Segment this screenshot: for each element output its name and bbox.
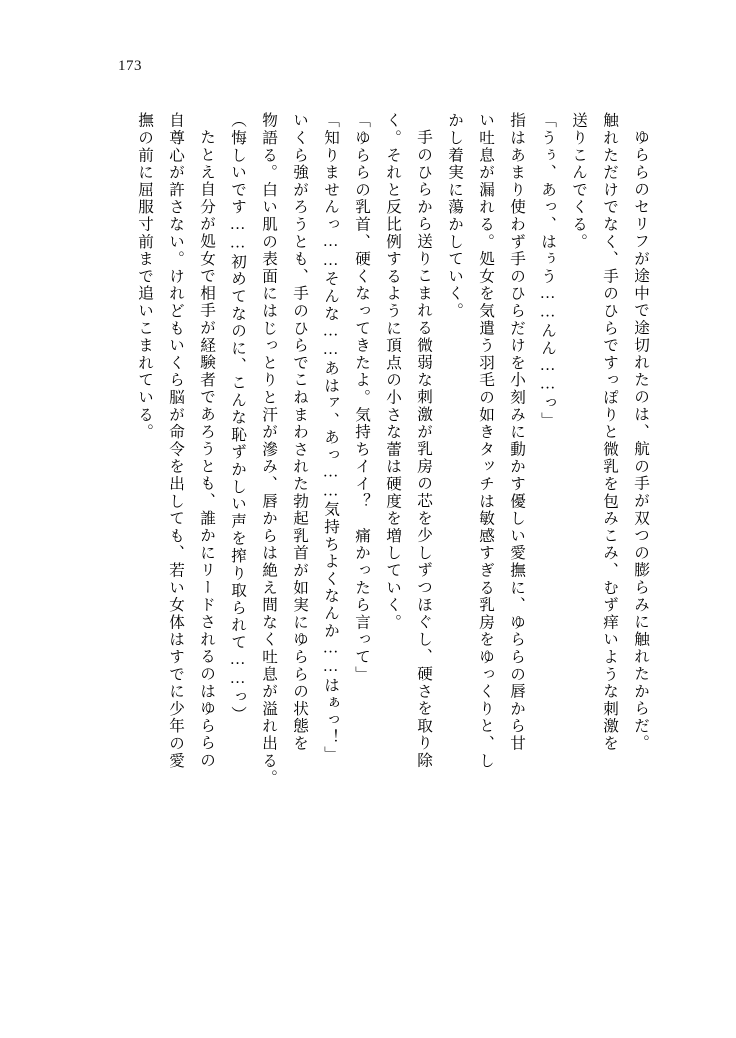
text-line: ゆららのセリフが途中で途切れたのは、航の手が双つの膨らみに触れたからだ。: [632, 129, 649, 752]
text-line: 物語る。白い肌の表面にはじっとりと汗が滲み、唇からは絶え間なく吐息が溢れ出る。: [260, 112, 277, 787]
text-line: たとえ自分が処女で相手が経験者であろうとも、誰かにリードされるのはゆららの: [198, 129, 215, 770]
page-number: 173: [118, 58, 142, 74]
text-line: 自尊心が許さない。けれどもいくら脳が命令を出しても、若い女体はすでに少年の愛: [167, 112, 184, 770]
text-line: く。それと反比例するように頂点の小さな蕾は硬度を増していく。: [384, 112, 401, 631]
text-line: かし着実に蕩かしていく。: [446, 112, 463, 320]
text-line: 手のひらから送りこまれる微弱な刺激が乳房の芯を少しずつほぐし、硬さを取り除: [415, 129, 432, 770]
text-line: 「ゆららの乳首、硬くなってきたよ。気持ちイイ？ 痛かったら言って」: [353, 112, 370, 683]
text-line: 指はあまり使わず手のひらだけを小刻みに動かす優しい愛撫に、ゆららの唇から甘: [508, 112, 525, 753]
text-line: いくら強がろうとも、手のひらでこねまわされた勃起乳首が如実にゆららの状態を: [291, 112, 308, 753]
text-line: （悔しいです……初めてなのに、こんな恥ずかしい声を搾り取られて……っ）: [229, 112, 246, 724]
text-line: 触れただけでなく、手のひらですっぽりと微乳を包みこみ、むず痒いような刺激を: [601, 112, 618, 753]
vertical-text-body: [88, 112, 648, 992]
text-line: 「知りませんっ……そんな……あはァ、あっ……気持ちよくなんか……はぁっ！」: [322, 112, 339, 764]
text-line: い吐息が漏れる。処女を気遣う羽毛の如きタッチは敏感すぎる乳房をゆっくりと、し: [477, 112, 494, 770]
text-line: 「うぅ、あっ、はぅう……んん……っ」: [539, 112, 556, 429]
text-line: 撫の前に屈服寸前まで追いこまれている。: [136, 112, 153, 441]
text-line: 送りこんでくる。: [570, 112, 587, 251]
